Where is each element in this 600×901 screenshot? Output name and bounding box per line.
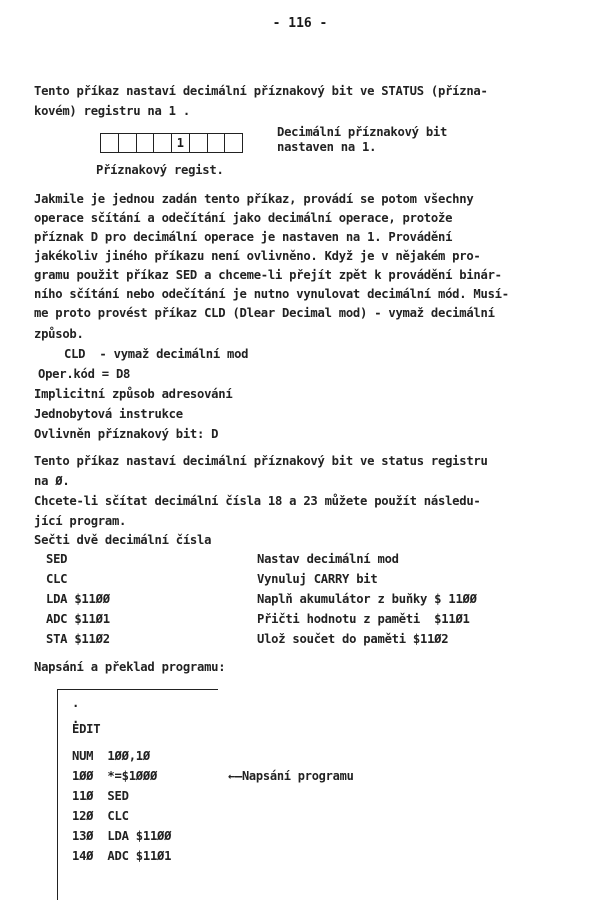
example-intro-line: Chcete-li sčítat decimální čísla 18 a 23 můžete použít následu-	[34, 494, 481, 508]
listing-line: NUM 1ØØ,1Ø	[72, 749, 150, 763]
register-note: Decimální příznakový bit	[277, 125, 448, 139]
register-cell	[101, 134, 119, 152]
cld-title: CLD - vymaž decimální mod	[64, 347, 249, 361]
listing-line: .	[72, 712, 80, 726]
paragraph-line: me proto provést příkaz CLD (Dlear Decimal mod) - vymaž decimální	[34, 306, 495, 320]
listing-line: 11Ø SED	[72, 789, 129, 803]
register-caption: Příznakový regist.	[96, 163, 224, 177]
example-comment: Vynuluj CARRY bit	[257, 572, 378, 586]
paragraph-line: gramu použit příkaz SED a chceme-li přejít zpět k provádění binár-	[34, 268, 502, 282]
register-cell	[208, 134, 226, 152]
example-code: ADC $11Ø1	[46, 612, 110, 626]
example-comment: Naplň akumulátor z buňky $ 11ØØ	[257, 592, 477, 606]
example-comment: Nastav decimální mod	[257, 552, 399, 566]
status-register-diagram	[100, 133, 243, 153]
listing-line: 1ØØ *=$1ØØØ	[72, 769, 158, 783]
intro-line: kovém) registru na 1 .	[34, 104, 190, 118]
cld-addressing: Implicitní způsob adresování	[34, 387, 233, 401]
register-cell	[119, 134, 137, 152]
listing-line: EDIT	[72, 722, 101, 736]
listing-line: 12Ø CLC	[72, 809, 129, 823]
register-cell	[137, 134, 155, 152]
register-note: nastaven na 1.	[277, 140, 377, 154]
listing-heading: Napsání a překlad programu:	[34, 660, 226, 674]
cld-desc-line: Tento příkaz nastaví decimální příznakový bit ve status registru	[34, 454, 488, 468]
paragraph-line: příznak D pro decimální operace je nastaven na 1. Provádění	[34, 230, 453, 244]
paragraph-line: ního sčítání nebo odečítání je nutno vynulovat decimální mód. Musí-	[34, 287, 509, 301]
register-cell	[225, 134, 242, 152]
register-cell	[190, 134, 208, 152]
example-code: STA $11Ø2	[46, 632, 110, 646]
paragraph-line: operace sčítání a odečítání jako decimální operace, protože	[34, 211, 453, 225]
listing-line: 14Ø ADC $11Ø1	[72, 849, 172, 863]
cld-opcode: Oper.kód = D8	[38, 367, 131, 381]
example-comment: Přičti hodnotu z paměti $11Ø1	[257, 612, 470, 626]
paragraph-line: jakékoliv jiného příkazu není ovlivněno. Když je v nějakém pro-	[34, 249, 481, 263]
cld-desc-line: na Ø.	[34, 474, 70, 488]
example-title: Sečti dvě decimální čísla	[34, 533, 212, 547]
intro-line: Tento příkaz nastaví decimální příznakový bit ve STATUS (přízna-	[34, 84, 488, 98]
paragraph-line: Jakmile je jednou zadán tento příkaz, provádí se potom všechny	[34, 192, 474, 206]
cld-flags: Ovlivněn příznakový bit: D	[34, 427, 219, 441]
page-number: - 116 -	[272, 16, 328, 31]
listing-line: .	[72, 696, 80, 710]
example-code: LDA $11ØØ	[46, 592, 110, 606]
paragraph-line: způsob.	[34, 327, 84, 341]
register-cell	[154, 134, 172, 152]
register-cell-decimal: 1	[172, 134, 190, 152]
listing-line: 13Ø LDA $11ØØ	[72, 829, 172, 843]
example-code: SED	[46, 552, 68, 566]
example-comment: Ulož součet do paměti $11Ø2	[257, 632, 449, 646]
example-intro-line: jící program.	[34, 514, 127, 528]
cld-bytes: Jednobytová instrukce	[34, 407, 183, 421]
arrow-note: ←—Napsání programu	[228, 769, 354, 783]
example-code: CLC	[46, 572, 68, 586]
